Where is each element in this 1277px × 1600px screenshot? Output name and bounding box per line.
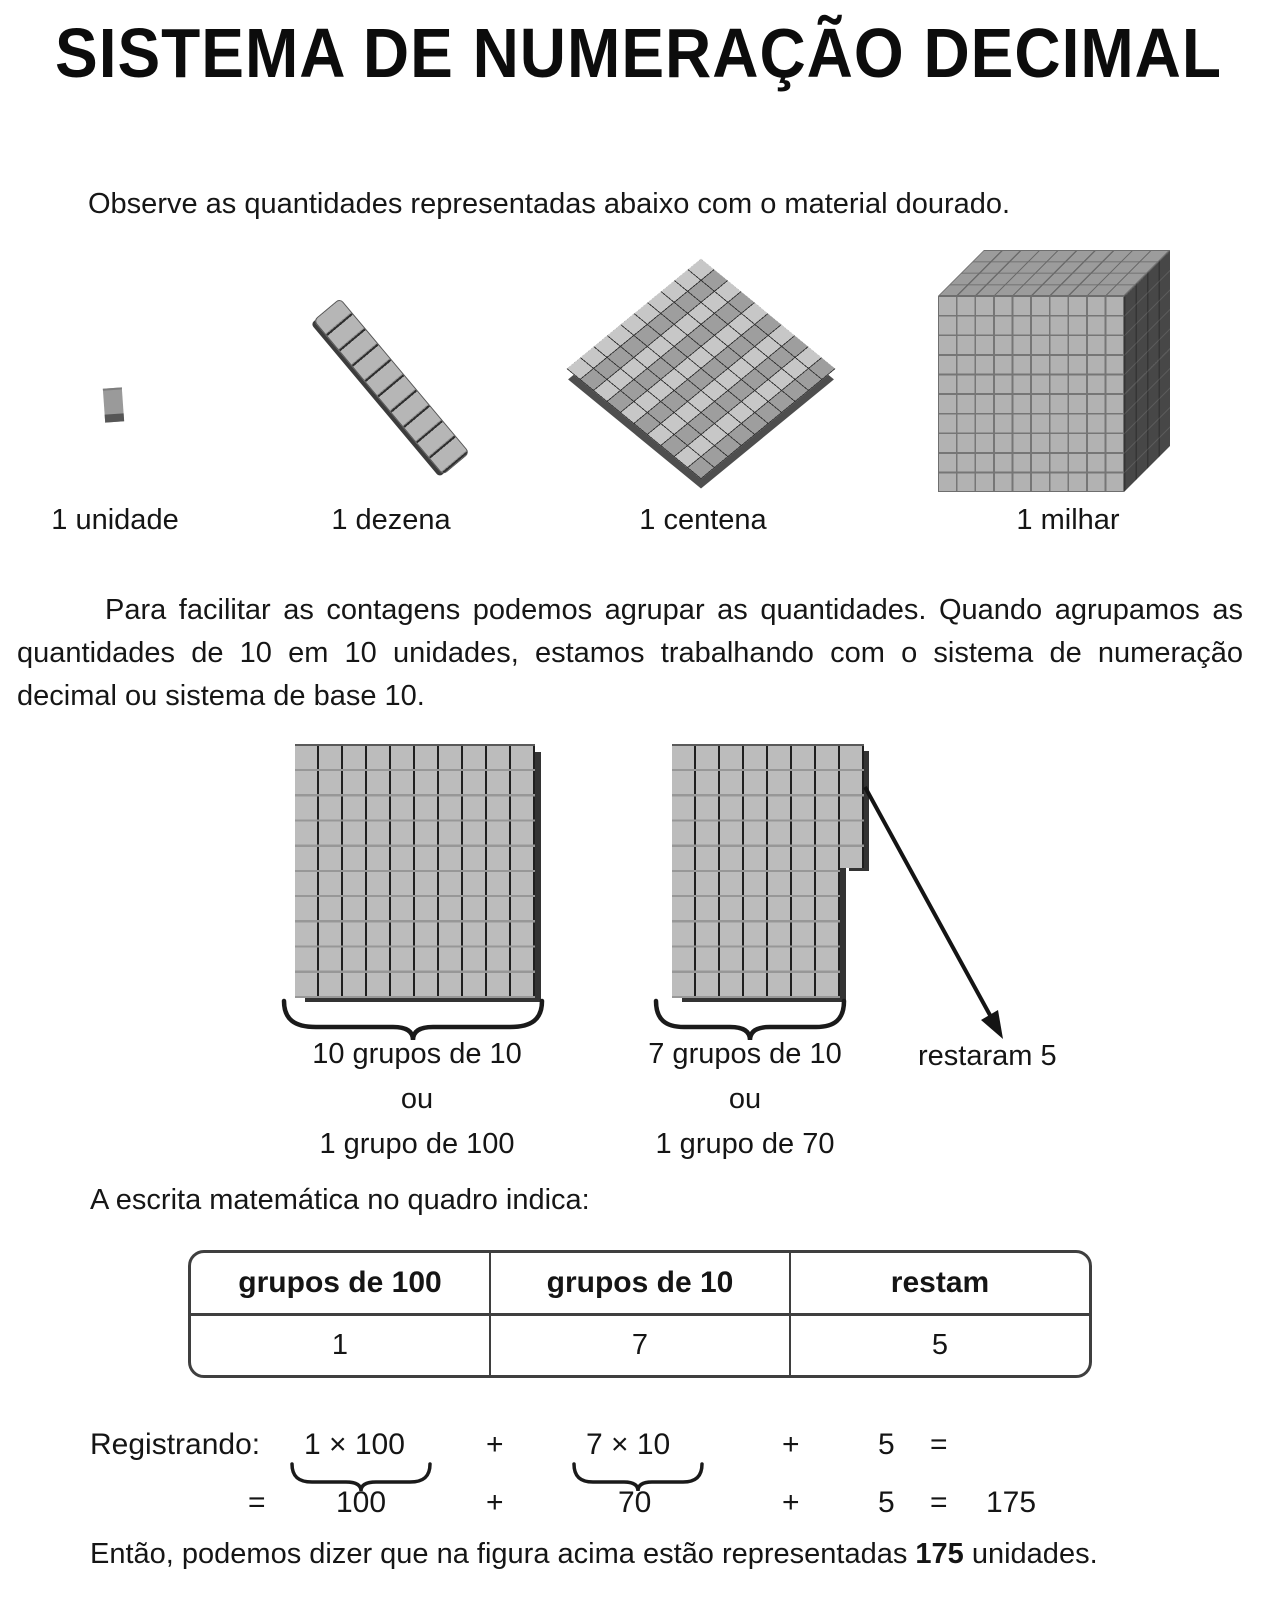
ten-rod-figure [313, 298, 470, 475]
left-caption-line-2: ou [400, 1083, 434, 1115]
place-value-table [188, 1250, 1092, 1378]
conclusion-prefix: Então, podemos dizer que na figura acima estão representadas [90, 1538, 916, 1570]
equation-label: Registrando: [90, 1428, 261, 1461]
unit-cube-figure [103, 387, 124, 422]
conclusion-paragraph [90, 1538, 1098, 1571]
table-intro: A escrita matemática no quadro indica: [90, 1184, 590, 1216]
grouping-paragraph-line-3: decimal ou sistema de base 10. [17, 680, 425, 712]
equation2-term3: 5 [878, 1486, 895, 1519]
equation-term1: 1 × 100 [304, 1428, 405, 1461]
grouping-paragraph-line-2: quantidades de 10 em 10 unidades, estamos trabalhando com o sistema de numeração [17, 637, 1243, 669]
equation-plus2: + [782, 1428, 800, 1461]
ten-label: 1 dezena [331, 504, 451, 536]
conclusion-suffix: unidades. [963, 1538, 1098, 1570]
conclusion-value: 175 [915, 1538, 964, 1570]
thousand-cube-figure [938, 250, 1188, 494]
table-header-rest: restam [890, 1265, 990, 1299]
unit-label: 1 unidade [51, 504, 179, 536]
remainder-arrow [855, 775, 1025, 1060]
right-caption-line-2: ou [728, 1083, 762, 1115]
equation-equals: = [930, 1428, 948, 1461]
equation-plus1: + [486, 1428, 504, 1461]
equation-term3: 5 [878, 1428, 895, 1461]
remainder-label: restaram 5 [918, 1040, 1057, 1072]
hundred-flat-figure [567, 259, 836, 479]
equation2-equals2: = [930, 1486, 948, 1519]
thousand-cube-front-face [938, 296, 1124, 492]
table-header-hundreds: grupos de 100 [191, 1253, 491, 1313]
seven-groups-grid-figure [672, 744, 840, 998]
left-caption-line-3: 1 grupo de 100 [319, 1128, 515, 1160]
thousand-label: 1 milhar [1016, 504, 1120, 536]
equation2-plus1: + [486, 1486, 504, 1519]
equation2-equals: = [248, 1486, 266, 1519]
equation2-result: 175 [986, 1486, 1037, 1519]
table-header-row [191, 1253, 1089, 1316]
left-figure-caption [292, 1032, 542, 1167]
right-caption-line-1: 7 grupos de 10 [648, 1038, 842, 1070]
table-value-tens: 7 [491, 1316, 791, 1376]
equation2-term2: 70 [618, 1486, 652, 1519]
table-value-row [191, 1316, 1089, 1376]
equation2-plus2: + [782, 1486, 800, 1519]
grouping-paragraph-line-1: Para facilitar as contagens podemos agrupar as quantidades. Quando agrupamos as [105, 594, 1243, 626]
left-caption-line-1: 10 grupos de 10 [312, 1038, 522, 1070]
hundred-label: 1 centena [639, 504, 767, 536]
equation-term2: 7 × 10 [586, 1428, 671, 1461]
equation2-term1: 100 [336, 1486, 387, 1519]
table-value-hundreds: 1 [191, 1316, 491, 1376]
table-header-tens: grupos de 10 [491, 1253, 791, 1313]
ten-groups-grid-figure [295, 744, 535, 998]
intro-paragraph: Observe as quantidades representadas abaixo com o material dourado. [88, 188, 1011, 220]
page-title: SISTEMA DE NUMERAÇÃO DECIMAL [55, 14, 1222, 92]
right-caption-line-3: 1 grupo de 70 [655, 1128, 835, 1160]
right-figure-caption [620, 1032, 870, 1167]
table-value-rest: 5 [931, 1328, 949, 1361]
